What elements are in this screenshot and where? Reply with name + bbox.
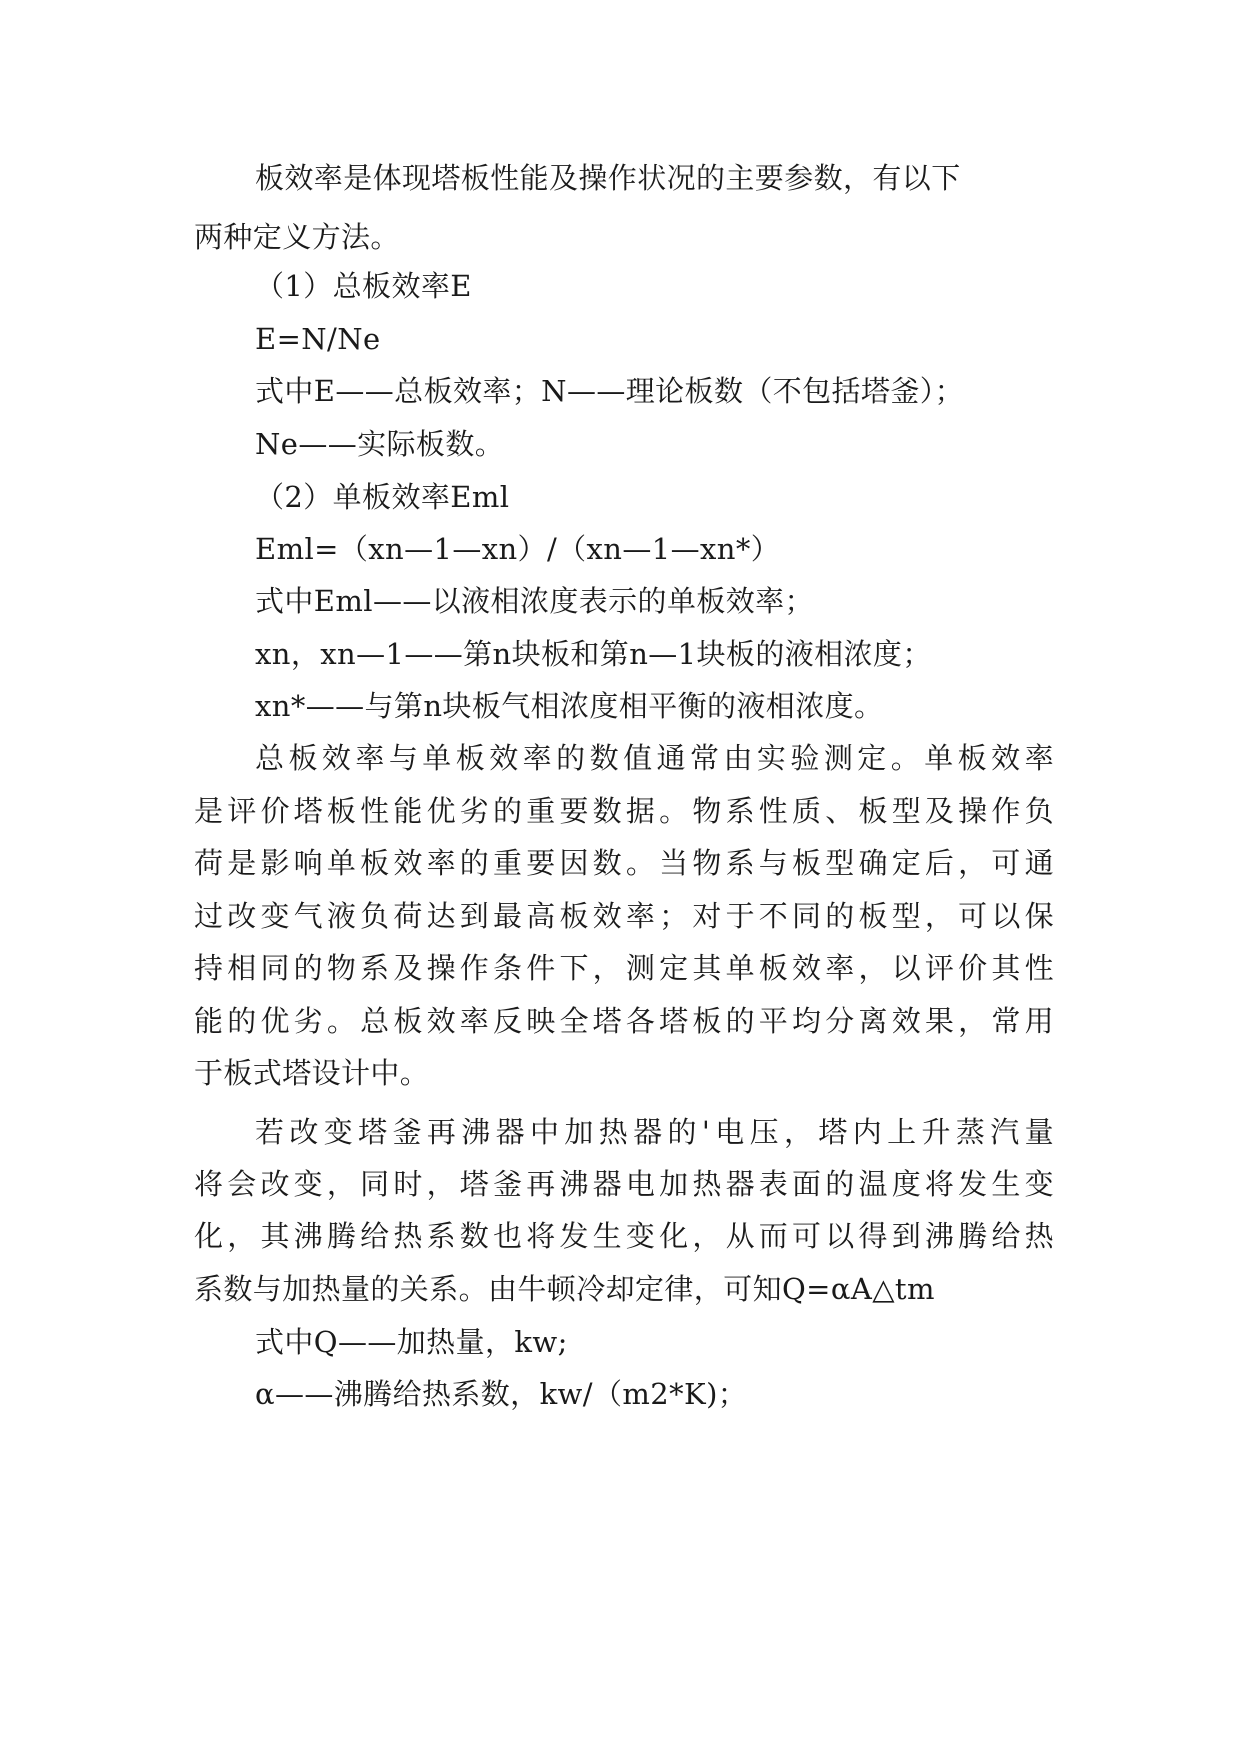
paragraph-3-line-3: 化，其沸腾给热系数也将发生变化，从而可以得到沸腾给热 — [194, 1219, 1054, 1253]
paragraph-intro-line-1: 板效率是体现塔板性能及操作状况的主要参数，有以下 — [255, 161, 961, 195]
formula-single-efficiency: Eml=（xn—1—xn）/（xn—1—xn*） — [255, 532, 781, 566]
paragraph-2-line-1: 总板效率与单板效率的数值通常由实验测定。单板效率 — [255, 741, 1054, 775]
definition-line-6: 式中Q——加热量，kw; — [255, 1325, 568, 1359]
paragraph-3-line-1: 若改变塔釜再沸器中加热器的'电压，塔内上升蒸汽量 — [255, 1115, 1054, 1149]
formula-total-efficiency: E=N/Ne — [255, 322, 381, 356]
definition-line-3: 式中Eml——以液相浓度表示的单板效率； — [255, 584, 814, 618]
paragraph-2-line-4: 过改变气液负荷达到最高板效率；对于不同的板型，可以保 — [194, 899, 1054, 933]
definition-line-5: xn*——与第n块板气相浓度相平衡的液相浓度。 — [255, 689, 884, 723]
definition-line-1: 式中E——总板效率；N——理论板数（不包括塔釜）； — [255, 374, 965, 408]
definition-line-2: Ne——实际板数。 — [255, 427, 505, 461]
paragraph-2-line-2: 是评价塔板性能优劣的重要数据。物系性质、板型及操作负 — [194, 794, 1054, 828]
definition-line-4: xn，xn—1——第n块板和第n—1块板的液相浓度； — [255, 637, 932, 671]
paragraph-intro-line-2: 两种定义方法。 — [194, 220, 400, 254]
paragraph-2-line-5: 持相同的物系及操作条件下，测定其单板效率，以评价其性 — [194, 951, 1054, 985]
paragraph-2-line-3: 荷是影响单板效率的重要因数。当物系与板型确定后，可通 — [194, 846, 1054, 880]
paragraph-2-line-6: 能的优劣。总板效率反映全塔各塔板的平均分离效果，常用 — [194, 1004, 1054, 1038]
heading-total-efficiency: （1）总板效率E — [255, 269, 472, 303]
heading-single-efficiency: （2）单板效率Eml — [255, 480, 510, 514]
paragraph-3-line-2: 将会改变，同时，塔釜再沸器电加热器表面的温度将发生变 — [194, 1167, 1054, 1201]
paragraph-2-line-7: 于板式塔设计中。 — [194, 1056, 430, 1090]
paragraph-3-line-4: 系数与加热量的关系。由牛顿冷却定律，可知Q=αA△tm — [194, 1272, 935, 1306]
definition-line-7: α——沸腾给热系数，kw/（m2*K)； — [255, 1377, 748, 1411]
